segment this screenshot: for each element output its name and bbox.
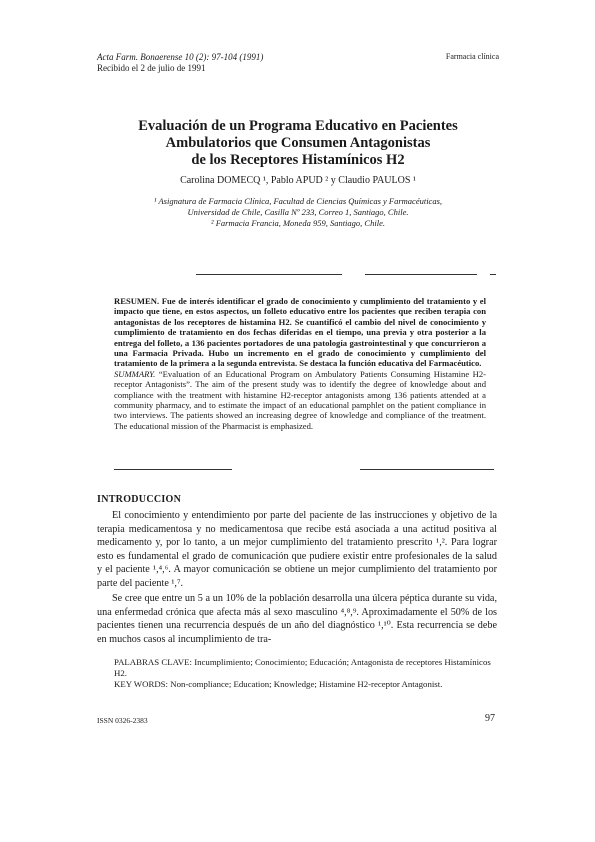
authors: Carolina DOMECQ ¹, Pablo APUD ² y Claudio PAULOS ¹ [180,175,416,186]
summary-paragraph [114,369,486,431]
keywords-es-label: PALABRAS CLAVE: [114,657,192,667]
keywords-es-text: Incumplimiento; Conocimiento; Educación; Antagonista de receptores Histamínicos H2. [114,657,491,678]
divider-rule [196,274,342,275]
body-paragraph: El conocimiento y entendimiento por parte del paciente de las instrucciones y objetivo de la terapia medicamentosa y no medicamentosa que recibe está asociada a una actitud positiva al medicamento y, por lo tanto, a un mejor cumplimiento del tratamiento prescrito ¹,². Para lograr esto es fundamental el grado de comunicación que pudiere existir entre profesionales de la salud y el paciente ¹,⁴,⁶. A mayor comunicación se obtiene un mejor cumplimiento del tratamiento por parte del paciente ¹,⁷. [97,510,497,589]
title-line: Ambulatorios que Consumen Antagonistas [165,135,431,151]
summary-label: SUMMARY. [114,368,156,379]
affiliation-line: Universidad de Chile, Casilla Nº 233, Correo 1, Santiago, Chile. [187,207,409,217]
section-label: Farmacia clínica [445,52,499,61]
body-paragraph: Se cree que entre un 5 a un 10% de la población desarrolla una úlcera péptica durante su vida, una enfermedad crónica que afecta más al sexo masculino ⁴,⁸,⁹. Aproximadamente el 50% de los pacientes tienen una recurrencia después de un año del diagnóstico ¹,¹⁰. Esta recurrencia se debe en muchos casos al incumplimiento de tra- [97,593,497,645]
divider-rule [114,469,232,470]
keywords-en-text: Non-compliance; Education; Knowledge; Histamine H2-receptor Antagonist. [170,679,443,689]
resumen-label: RESUMEN. [114,296,160,306]
running-header [97,52,263,74]
received-date: Recibido el 2 de julio de 1991 [97,63,206,73]
divider-rule [360,469,494,470]
keywords [114,657,494,690]
title-line: Evaluación de un Programa Educativo en Pacientes [138,118,458,134]
keywords-es [114,657,494,679]
keywords-en-label: KEY WORDS: [114,679,169,689]
section-heading: INTRODUCCION [97,494,182,505]
affiliation-line: ¹ Asignatura de Farmacia Clínica, Facultad de Ciencias Químicas y Farmacéuticas, [153,196,443,206]
keywords-en [114,679,494,690]
journal-citation: Acta Farm. Bonaerense 10 (2): 97-104 (1991) [97,52,264,62]
divider-rule [490,274,496,275]
divider-rule [365,274,477,275]
affiliations [80,196,516,229]
resumen-text: Fue de interés identificar el grado de conocimiento y cumplimiento del tratamiento y el impacto que tiene, en estos aspectos, un folleto educativo entre los pacientes que reciben terapia con antagonistas de los receptores de histamina H2. Se cuantificó el cambio del nivel de conocimiento y cumplimiento de tratamiento en dos fechas diferidas en el tiempo, una previa y otra posterior a la entrega del folleto, a 136 pacientes portadores de una patología gastrointestinal y que concurrieron a una Farmacia Privada. Hubo un incremento en el grado de conocimiento y cumplimiento del tratamiento de la primera a la segunda entrevista. Se destaca la función educativa del Farmacéutico. [114,296,486,369]
introduction-body [97,509,497,646]
page-number: 97 [485,713,495,724]
resumen-paragraph [114,296,486,369]
summary-text: “Evaluation of an Educational Program on Ambulatory Patients Consuming Histamine H2-receptor Antagonists”. The aim of the present study was to identify the degree of knowledge about and compliance with the treatment with histamine H2-receptor antagonists among 136 patients attended at a community pharmacy, and to estimate the impact of an educational pamphlet on the patient compliance in two interviews. The patients showed an increasing degree of knowledge and compliance of the treatment. The educational mission of the Pharmacist is emphasized. [114,368,486,431]
affiliation-line: ² Farmacia Francia, Moneda 959, Santiago, Chile. [211,218,385,228]
abstract [114,296,486,431]
title-line: de los Receptores Histamínicos H2 [191,152,405,168]
article-title [80,118,516,169]
issn: ISSN 0326-2383 [97,716,148,725]
